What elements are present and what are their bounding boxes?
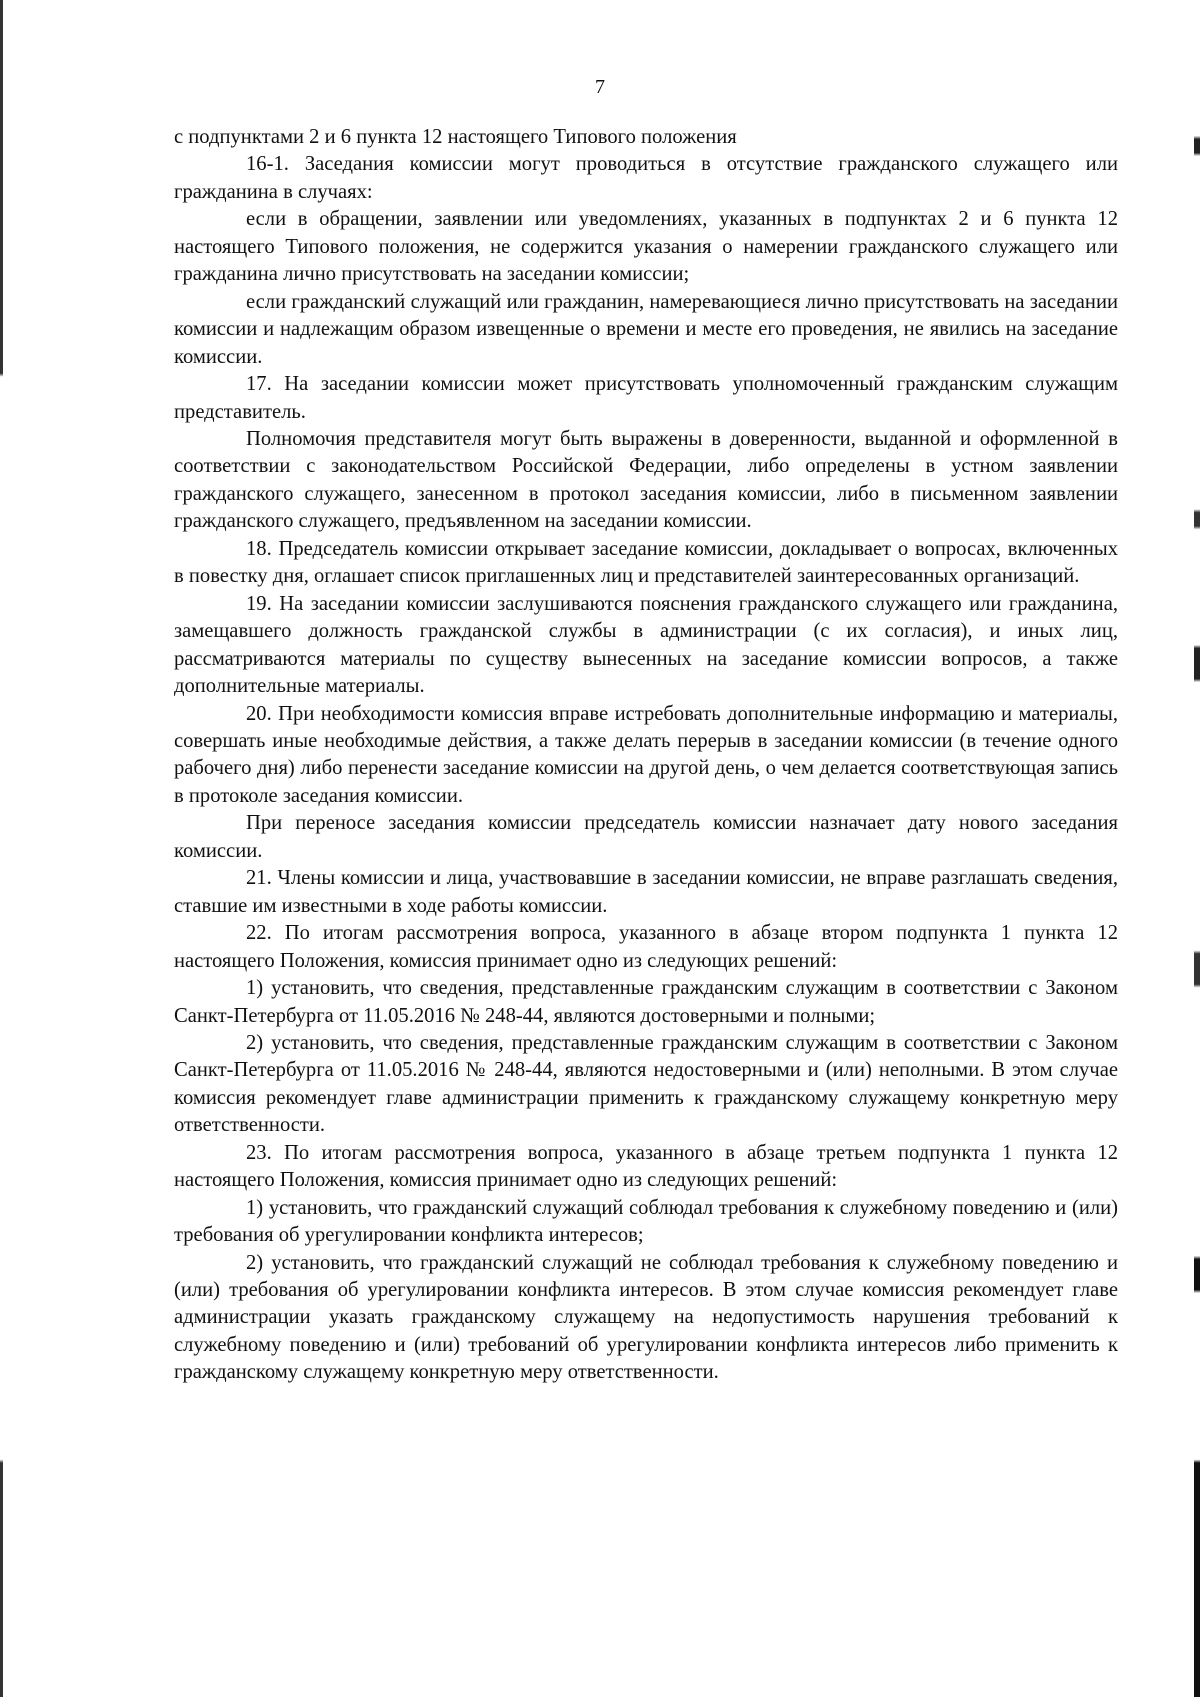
paragraph: 16-1. Заседания комиссии могут проводиться в отсутствие гражданского служащего или гражданина в случаях: <box>174 153 1118 203</box>
scan-edge-left <box>0 0 3 1697</box>
paragraph: 22. По итогам рассмотрения вопроса, указанного в абзаце втором подпункта 1 пункта 12 настоящего Положения, комиссия принимает одно из следующих решений: <box>174 922 1118 972</box>
paragraph: если в обращении, заявлении или уведомлениях, указанных в подпунктах 2 и 6 пункта 12 настоящего Типового положения, не содержится указания о намерении гражданского служащего или гражданина лично присутствовать на заседании комиссии; <box>174 208 1118 286</box>
paragraph: 1) установить, что гражданский служащий соблюдал требования к служебному поведению и (или) требования об урегулировании конфликта интересов; <box>174 1196 1118 1247</box>
paragraph: 18. Председатель комиссии открывает заседание комиссии, докладывает о вопросах, включенных в повестку дня, оглашает список приглашенных лиц и представителей заинтересованных организаций. <box>174 537 1118 588</box>
paragraph: При переносе заседания комиссии председатель комиссии назначает дату нового заседания комиссии. <box>174 812 1118 862</box>
paragraph: если гражданский служащий или гражданин, намеревающиеся лично присутствовать на заседании комиссии и надлежащим образом извещенные о времени и месте его проведения, не явились на заседание комиссии. <box>174 290 1118 368</box>
paragraph: 20. При необходимости комиссия вправе истребовать дополнительные информацию и материалы, совершать иные необходимые действия, а также делать перерыв в заседании комиссии (в течение одного рабочего дня) либо перенести заседание комиссии на другой день, о чем делается соответствующая запись в протоколе заседания комиссии. <box>174 702 1118 807</box>
paragraph: 23. По итогам рассмотрения вопроса, указанного в абзаце третьем подпункта 1 пункта 12 настоящего Положения, комиссия принимает одно из следующих решений: <box>174 1141 1118 1192</box>
paragraph: 1) установить, что сведения, представленные гражданским служащим в соответствии с Законом Санкт-Петербурга от 11.05.2016 № 248-44, являются достоверными и полными; <box>174 977 1118 1027</box>
paragraph: 19. На заседании комиссии заслушиваются пояснения гражданского служащего или гражданина, замещавшего должность гражданской службы в администрации (с их согласия), и иных лиц, рассматриваются материалы по существу вынесенных на заседание комиссии вопросов, а также дополнительные материалы. <box>174 592 1118 698</box>
paragraph: 2) установить, что сведения, представленные гражданским служащим в соответствии с Законом Санкт-Петербурга от 11.05.2016 № 248-44, являются недостоверными и (или) неполными. В этом случае комиссия рекомендует главе администрации применить к гражданскому служащему конкретную меру ответственности. <box>174 1031 1118 1137</box>
scan-edge-right <box>1194 0 1200 1697</box>
paragraph: с подпунктами 2 и 6 пункта 12 настоящего Типового положения <box>174 126 737 148</box>
paragraph: 2) установить, что гражданский служащий не соблюдал требования к служебному поведению и (или) требования об урегулировании конфликта интересов. В этом случае комиссия рекомендует главе администрации указать гражданскому служащему на недопустимость нарушения требований к служебному поведению и (или) требований об урегулировании конфликта интересов либо применить к гражданскому служащему конкретную меру ответственности. <box>174 1251 1118 1384</box>
paragraph: 21. Члены комиссии и лица, участвовавшие в заседании комиссии, не вправе разглашать сведения, ставшие им известными в ходе работы комиссии. <box>174 867 1118 917</box>
page-number: 7 <box>595 76 605 98</box>
paragraph: Полномочия представителя могут быть выражены в доверенности, выданной и оформленной в соответствии с законодательством Российской Федерации, либо определены в устном заявлении гражданского служащего, занесенном в протокол заседания комиссии, либо в письменном заявлении гражданского служащего, предъявленном на заседании комиссии. <box>174 427 1118 533</box>
document-body <box>174 124 1118 1387</box>
paragraph: 17. На заседании комиссии может присутствовать уполномоченный гражданским служащим представитель. <box>174 373 1118 423</box>
